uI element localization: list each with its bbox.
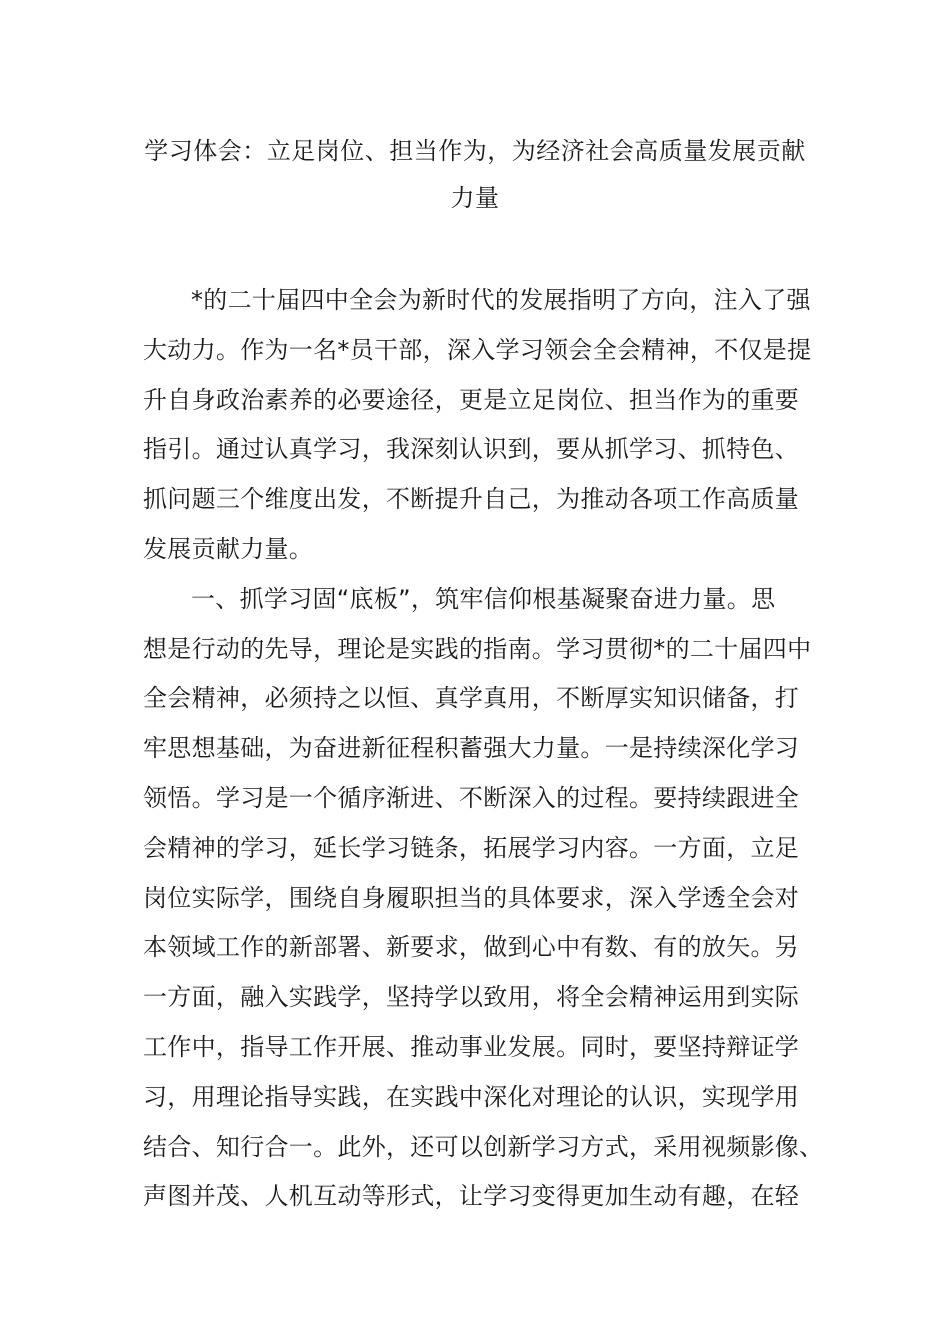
document-title <box>140 128 810 222</box>
paragraph-line: 结合、知行合一。此外，还可以创新学习方式，采用视频影像、 <box>143 1132 824 1161</box>
paragraph-line: 发展贡献力量。 <box>143 534 314 563</box>
paragraph-line: 牢思想基础，为奋进新征程积蓄强大力量。一是持续深化学习 <box>143 734 800 763</box>
paragraph-line: 指引。通过认真学习，我深刻认识到，要从抓学习、抓特色、 <box>143 435 800 464</box>
paragraph-line: 会精神的学习，延长学习链条，拓展学习内容。一方面，立足 <box>143 833 800 862</box>
paragraph-line: 声图并茂、人机互动等形式，让学习变得更加生动有趣，在轻 <box>143 1182 800 1211</box>
title-line: 力量 <box>450 184 500 212</box>
paragraph <box>143 575 824 1222</box>
paragraph-line: 领悟。学习是一个循序渐进、不断深入的过程。要持续跟进全 <box>143 783 800 812</box>
paragraph-line: 工作中，指导工作开展、推动事业发展。同时，要坚持辩证学 <box>143 1032 800 1061</box>
paragraph-line: 一、抓学习固“底板”，筑牢信仰根基凝聚奋进力量。思 <box>191 584 776 613</box>
document-body <box>143 276 824 1222</box>
paragraph-line: 大动力。作为一名*员干部，深入学习领会全会精神，不仅是提 <box>143 335 812 364</box>
paragraph-line: *的二十届四中全会为新时代的发展指明了方向，注入了强 <box>191 286 811 314</box>
paragraph-line: 全会精神，必须持之以恒、真学真用，不断厚实知识储备，打 <box>143 684 800 713</box>
paragraph-line: 岗位实际学，围绕自身履职担当的具体要求，深入学透全会对 <box>143 883 800 912</box>
paragraph-line: 一方面，融入实践学，坚持学以致用，将全会精神运用到实际 <box>143 983 800 1012</box>
paragraph-line: 想是行动的先导，理论是实践的指南。学习贯彻*的二十届四中 <box>143 634 812 663</box>
paragraph-line: 升自身政治素养的必要途径，更是立足岗位、担当作为的重要 <box>143 385 800 414</box>
paragraph <box>143 276 810 575</box>
title-line: 学习体会：立足岗位、担当作为，为经济社会高质量发展贡献 <box>144 137 806 165</box>
paragraph-line: 本领域工作的新部署、新要求，做到心中有数、有的放矢。另 <box>143 933 800 962</box>
paragraph-line: 抓问题三个维度出发，不断提升自己，为推动各项工作高质量 <box>143 485 800 514</box>
paragraph-line: 习，用理论指导实践，在实践中深化对理论的认识，实现学用 <box>143 1082 800 1111</box>
